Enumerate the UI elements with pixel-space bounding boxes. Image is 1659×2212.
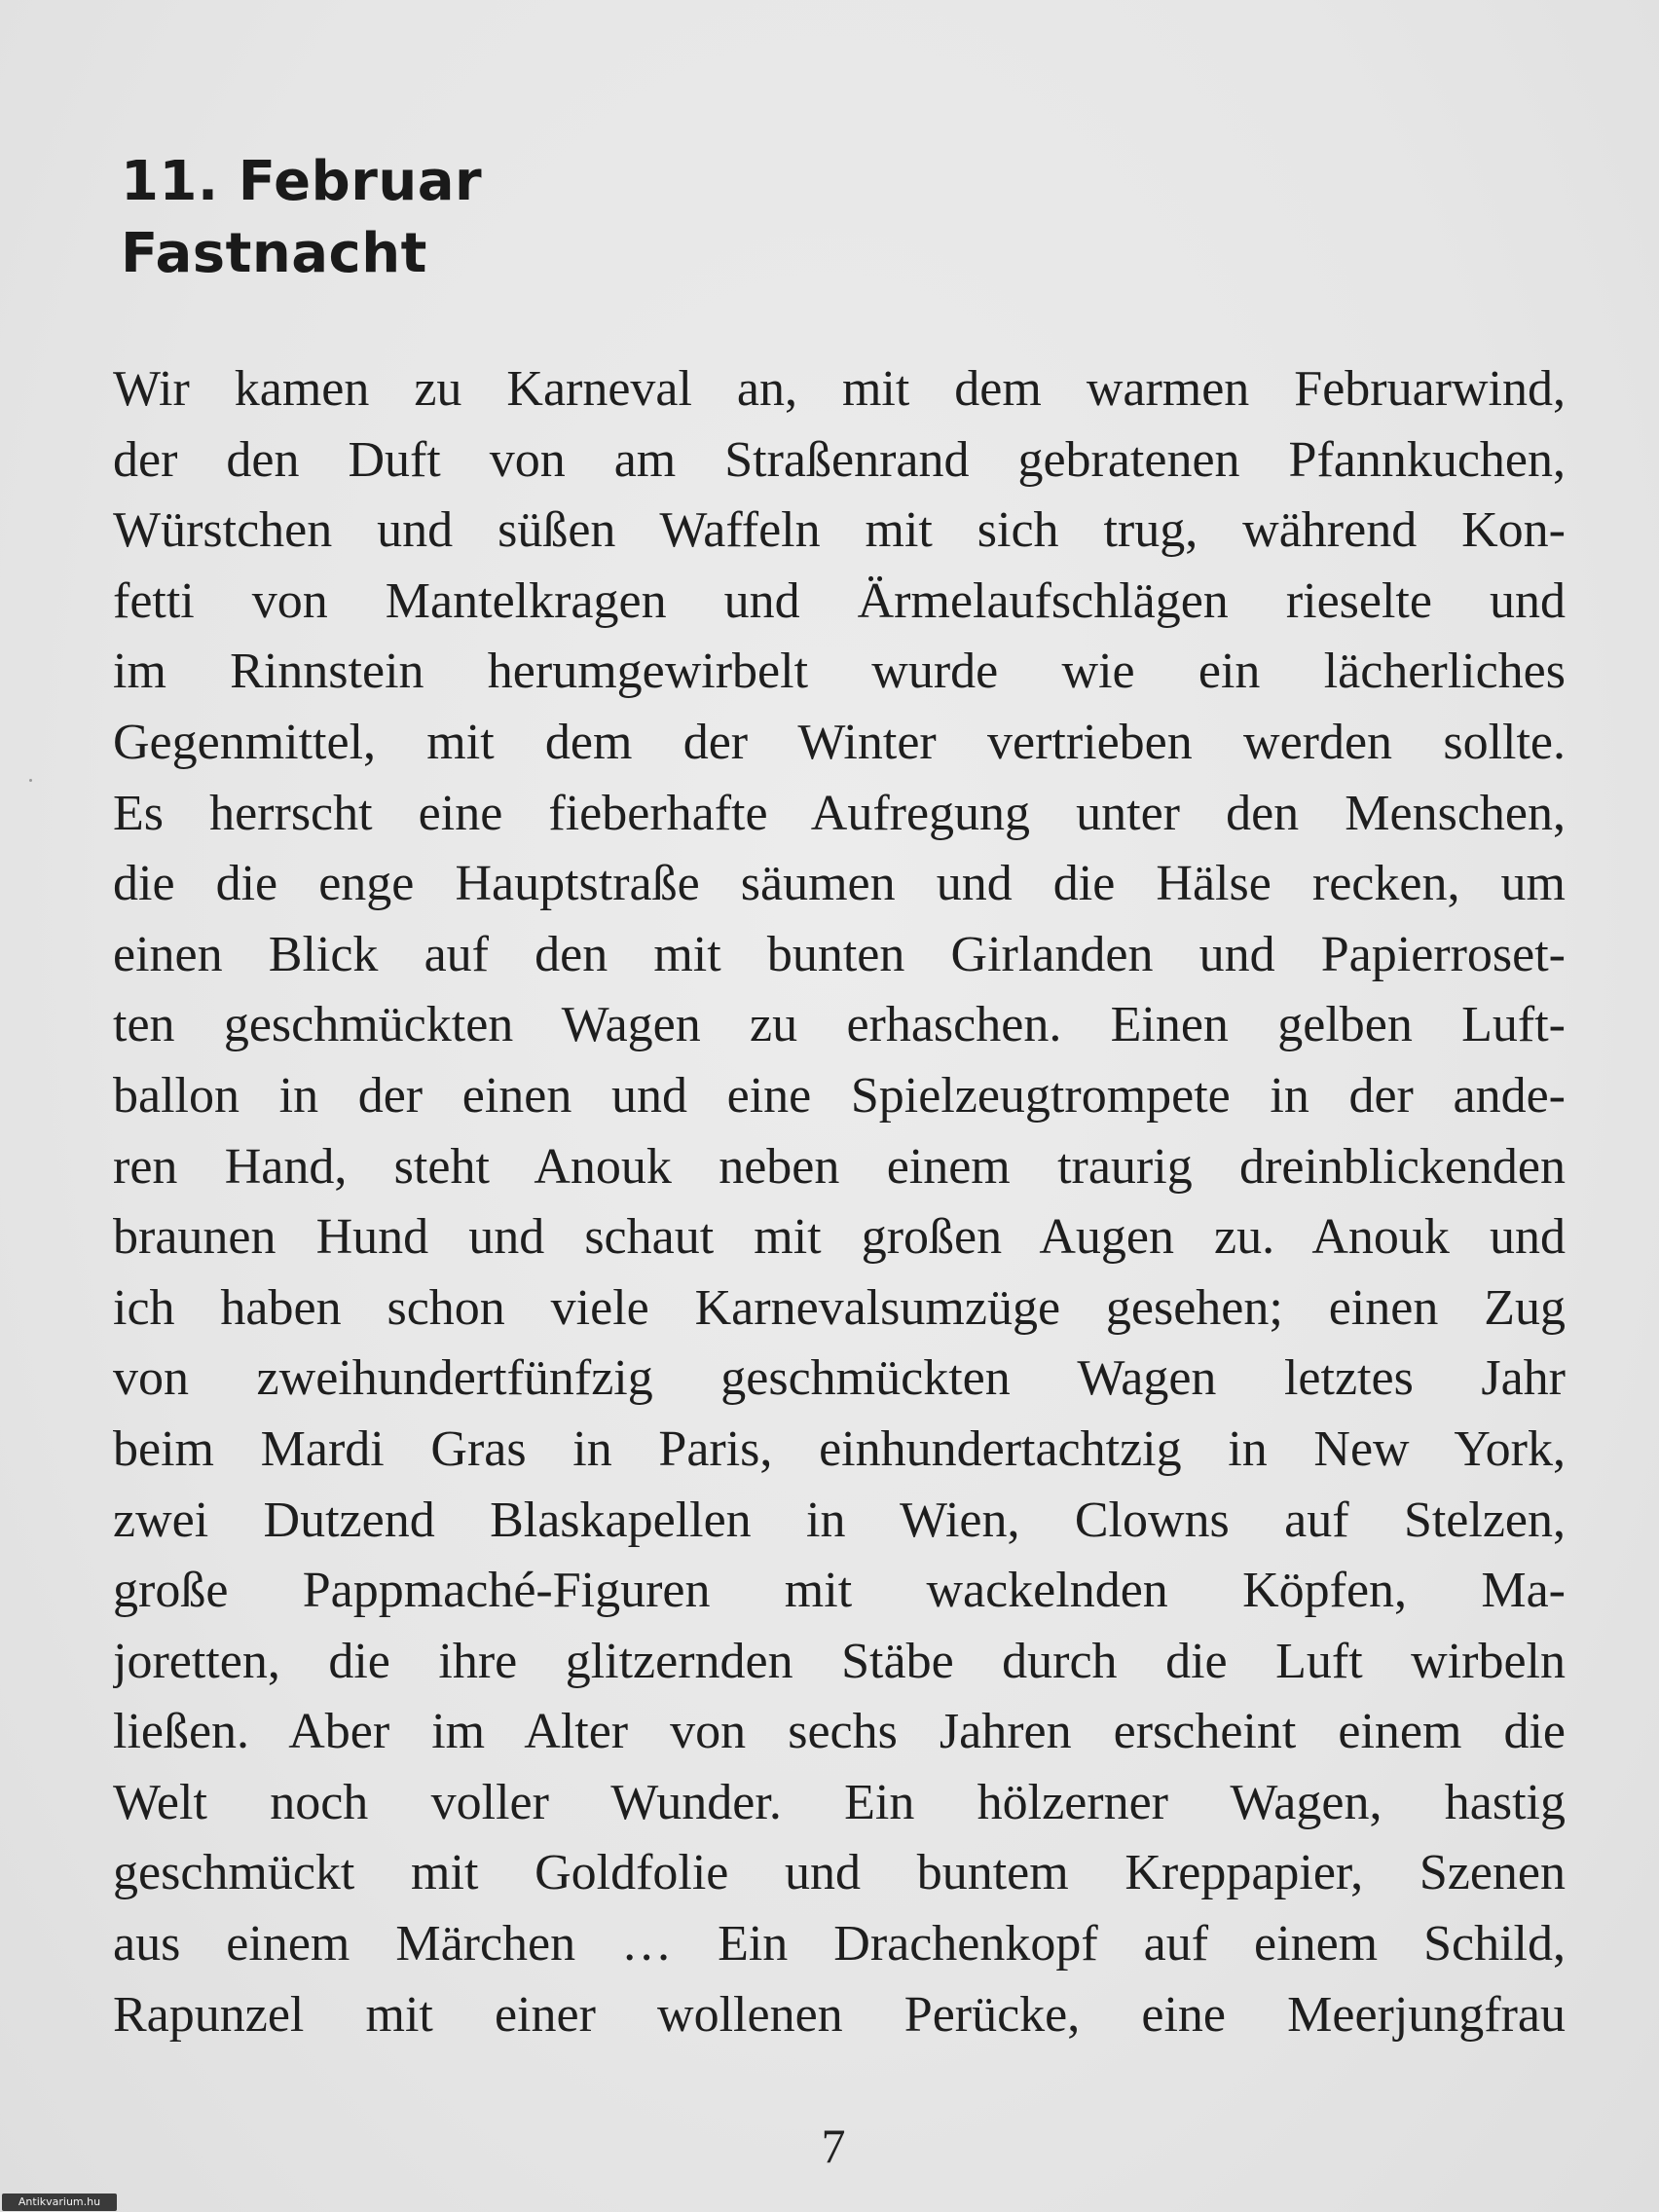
text-line: aus einem Märchen … Ein Drachenkopf auf einem Schild, <box>113 1916 1566 1972</box>
page-number: 7 <box>821 2119 846 2173</box>
text-line: Wir kamen zu Karneval an, mit dem warmen Februarwind, <box>113 361 1566 417</box>
watermark: Antikvarium.hu <box>2 2194 117 2211</box>
text-line: ten geschmückten Wagen zu erhaschen. Einen gelben Luft- <box>113 997 1566 1053</box>
text-line: braunen Hund und schaut mit großen Augen zu. Anouk und <box>113 1209 1566 1266</box>
text-line: von zweihundertfünfzig geschmückten Wagen letztes Jahr <box>113 1350 1566 1407</box>
paper-speck <box>29 779 32 782</box>
text-line: die die enge Hauptstraße säumen und die Hälse recken, um <box>113 856 1566 912</box>
text-line: Gegenmittel, mit dem der Winter vertrieben werden sollte. <box>113 714 1566 770</box>
text-line: geschmückt mit Goldfolie und buntem Kreppapier, Szenen <box>113 1845 1566 1901</box>
text-line: einen Blick auf den mit bunten Girlanden und Papierroset- <box>113 926 1566 982</box>
text-line: joretten, die ihre glitzernden Stäbe durch die Luft wirbeln <box>113 1633 1566 1689</box>
text-line: große Pappmaché-Figuren mit wackelnden Köpfen, Ma- <box>113 1563 1566 1619</box>
body-text <box>113 354 1566 2050</box>
text-line: ich haben schon viele Karnevalsumzüge gesehen; einen Zug <box>113 1279 1566 1336</box>
text-line: im Rinnstein herumgewirbelt wurde wie ein lächerliches <box>113 644 1566 700</box>
text-line: beim Mardi Gras in Paris, einhundertachtzig in New York, <box>113 1420 1566 1477</box>
chapter-date: 11. Februar <box>121 150 483 213</box>
text-line: zwei Dutzend Blaskapellen in Wien, Clowns auf Stelzen, <box>113 1492 1566 1548</box>
chapter-title: Fastnacht <box>121 222 427 285</box>
text-line: Es herrscht eine fieberhafte Aufregung unter den Menschen, <box>113 785 1566 841</box>
text-line: Welt noch voller Wunder. Ein hölzerner Wagen, hastig <box>113 1774 1566 1830</box>
text-line: fetti von Mantelkragen und Ärmelaufschlägen rieselte und <box>113 572 1566 629</box>
text-line: Würstchen und süßen Waffeln mit sich trug, während Kon- <box>113 502 1566 559</box>
text-line: ren Hand, steht Anouk neben einem traurig dreinblickenden <box>113 1138 1566 1195</box>
text-line: ließen. Aber im Alter von sechs Jahren erscheint einem die <box>113 1704 1566 1760</box>
chapter-heading <box>121 146 482 290</box>
text-line: ballon in der einen und eine Spielzeugtrompete in der ande- <box>113 1067 1566 1124</box>
text-line: der den Duft von am Straßenrand gebratenen Pfannkuchen, <box>113 431 1566 488</box>
text-line: Rapunzel mit einer wollenen Perücke, eine Meerjungfrau <box>113 1986 1566 2043</box>
